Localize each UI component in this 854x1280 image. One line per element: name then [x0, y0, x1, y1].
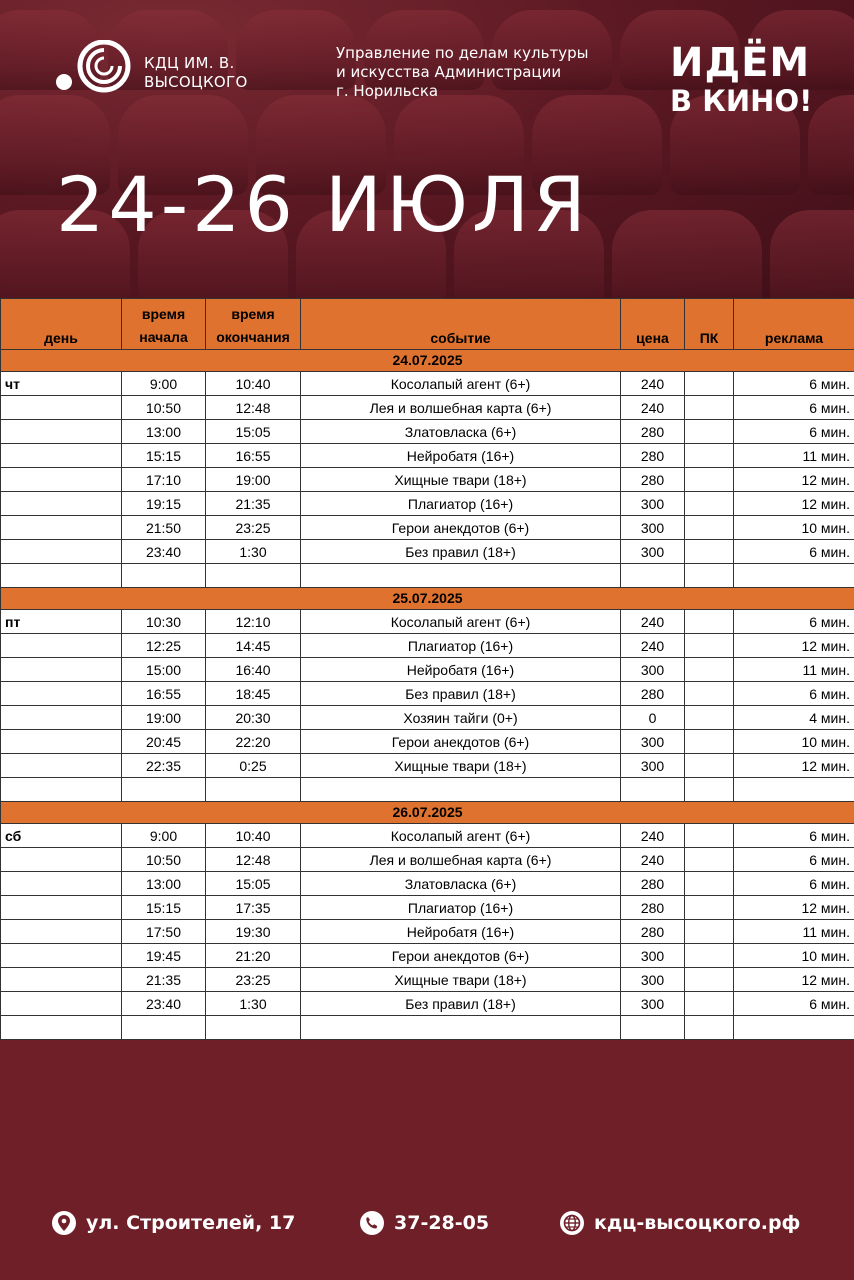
org-line1: Управление по делам культуры — [336, 44, 589, 62]
cell-end-time: 21:35 — [206, 492, 301, 516]
cell-end-time: 15:05 — [206, 872, 301, 896]
empty-cell — [301, 564, 621, 588]
cell-start-time: 19:00 — [122, 706, 206, 730]
cell-end-time: 10:40 — [206, 824, 301, 848]
table-row — [1, 920, 854, 944]
table-row — [1, 944, 854, 968]
cell-pk — [685, 396, 734, 420]
cell-pk — [685, 516, 734, 540]
cell-event: Хозяин тайги (0+) — [301, 706, 621, 730]
cell-event: Плагиатор (16+) — [301, 492, 621, 516]
phone-icon — [360, 1211, 384, 1235]
table-row — [1, 730, 854, 754]
cell-event: Плагиатор (16+) — [301, 896, 621, 920]
cell-pk — [685, 634, 734, 658]
cell-end-time: 18:45 — [206, 682, 301, 706]
empty-cell — [301, 778, 621, 802]
empty-cell — [122, 778, 206, 802]
cell-event: Нейробатя (16+) — [301, 658, 621, 682]
cell-price: 280 — [621, 920, 685, 944]
header-start — [122, 299, 206, 350]
cell-event: Герои анекдотов (6+) — [301, 944, 621, 968]
empty-cell — [734, 778, 854, 802]
cell-start-time: 22:35 — [122, 754, 206, 778]
cell-weekday: чт — [1, 372, 122, 396]
cell-end-time: 16:40 — [206, 658, 301, 682]
empty-cell — [734, 564, 854, 588]
schedule-table — [0, 298, 854, 1040]
cell-start-time: 15:00 — [122, 658, 206, 682]
cell-weekday — [1, 658, 122, 682]
cell-ads: 6 мин. — [734, 992, 854, 1016]
vysotsky-logo-icon — [54, 40, 134, 96]
cell-start-time: 17:10 — [122, 468, 206, 492]
table-row — [1, 968, 854, 992]
cell-event: Герои анекдотов (6+) — [301, 730, 621, 754]
cell-pk — [685, 824, 734, 848]
table-row — [1, 992, 854, 1016]
header-start-line2: начала — [139, 329, 188, 345]
cell-ads: 12 мин. — [734, 968, 854, 992]
slogan-line1: ИДЁМ — [670, 40, 811, 86]
org-line3: г. Норильска — [336, 82, 439, 100]
cell-ads: 6 мин. — [734, 610, 854, 634]
cell-ads: 6 мин. — [734, 540, 854, 564]
cell-end-time: 12:48 — [206, 848, 301, 872]
table-row — [1, 706, 854, 730]
cell-event: Златовласка (6+) — [301, 872, 621, 896]
cell-weekday — [1, 468, 122, 492]
cell-pk — [685, 896, 734, 920]
header-end-line2: окончания — [216, 329, 290, 345]
cell-price: 300 — [621, 516, 685, 540]
cell-ads: 10 мин. — [734, 730, 854, 754]
cell-weekday — [1, 516, 122, 540]
cell-ads: 10 мин. — [734, 944, 854, 968]
cell-ads: 6 мин. — [734, 682, 854, 706]
table-row — [1, 896, 854, 920]
cell-ads: 11 мин. — [734, 658, 854, 682]
date-row — [1, 588, 854, 610]
cell-ads: 11 мин. — [734, 444, 854, 468]
cell-pk — [685, 658, 734, 682]
cell-ads: 12 мин. — [734, 634, 854, 658]
empty-cell — [122, 564, 206, 588]
slogan-line2: В КИНО! — [670, 84, 813, 118]
empty-cell — [206, 1016, 301, 1040]
footer-address — [52, 1200, 295, 1246]
empty-cell — [734, 1016, 854, 1040]
cell-start-time: 15:15 — [122, 444, 206, 468]
table-row — [1, 516, 854, 540]
cell-weekday — [1, 754, 122, 778]
empty-cell — [685, 1016, 734, 1040]
cell-pk — [685, 730, 734, 754]
cell-end-time: 22:20 — [206, 730, 301, 754]
cell-end-time: 23:25 — [206, 968, 301, 992]
cell-end-time: 1:30 — [206, 992, 301, 1016]
cell-start-time: 10:30 — [122, 610, 206, 634]
cell-weekday — [1, 872, 122, 896]
table-row — [1, 610, 854, 634]
cell-event: Косолапый агент (6+) — [301, 372, 621, 396]
cell-event: Без правил (18+) — [301, 682, 621, 706]
cell-event: Герои анекдотов (6+) — [301, 516, 621, 540]
cell-pk — [685, 468, 734, 492]
org-line2: и искусства Администрации — [336, 63, 562, 81]
header-end — [206, 299, 301, 350]
cell-pk — [685, 992, 734, 1016]
cell-end-time: 19:30 — [206, 920, 301, 944]
table-header-row — [1, 299, 854, 350]
cell-weekday — [1, 396, 122, 420]
cell-weekday — [1, 540, 122, 564]
footer-website[interactable] — [560, 1200, 800, 1246]
cell-weekday — [1, 420, 122, 444]
table-row — [1, 492, 854, 516]
cell-event: Лея и волшебная карта (6+) — [301, 396, 621, 420]
cell-weekday — [1, 492, 122, 516]
cell-pk — [685, 968, 734, 992]
cell-weekday — [1, 896, 122, 920]
organization-name — [336, 44, 588, 101]
cell-pk — [685, 944, 734, 968]
cell-ads: 6 мин. — [734, 824, 854, 848]
cell-ads: 10 мин. — [734, 516, 854, 540]
cell-ads: 12 мин. — [734, 896, 854, 920]
cell-end-time: 19:00 — [206, 468, 301, 492]
empty-row — [1, 778, 854, 802]
cell-pk — [685, 492, 734, 516]
cell-price: 240 — [621, 372, 685, 396]
empty-cell — [206, 778, 301, 802]
empty-cell — [1, 778, 122, 802]
cell-pk — [685, 848, 734, 872]
empty-cell — [301, 1016, 621, 1040]
cell-start-time: 23:40 — [122, 540, 206, 564]
table-row — [1, 372, 854, 396]
cell-pk — [685, 372, 734, 396]
cell-event: Косолапый агент (6+) — [301, 610, 621, 634]
table-row — [1, 682, 854, 706]
table-row — [1, 420, 854, 444]
cell-price: 280 — [621, 872, 685, 896]
cell-end-time: 0:25 — [206, 754, 301, 778]
cell-end-time: 23:25 — [206, 516, 301, 540]
cell-weekday — [1, 634, 122, 658]
empty-cell — [621, 778, 685, 802]
cell-price: 300 — [621, 754, 685, 778]
table-row — [1, 824, 854, 848]
cell-start-time: 13:00 — [122, 420, 206, 444]
cell-start-time: 15:15 — [122, 896, 206, 920]
cell-ads: 4 мин. — [734, 706, 854, 730]
cell-price: 300 — [621, 658, 685, 682]
cell-start-time: 9:00 — [122, 372, 206, 396]
cell-weekday — [1, 944, 122, 968]
cell-end-time: 21:20 — [206, 944, 301, 968]
cell-pk — [685, 682, 734, 706]
website-link: кдц-высоцкого.рф — [594, 1212, 801, 1234]
phone-text: 37-28-05 — [394, 1212, 490, 1234]
empty-cell — [122, 1016, 206, 1040]
cell-price: 240 — [621, 610, 685, 634]
cell-start-time: 10:50 — [122, 848, 206, 872]
header-day: день — [1, 299, 122, 350]
slogan — [670, 42, 812, 118]
cell-end-time: 1:30 — [206, 540, 301, 564]
header-end-line1: время — [231, 306, 275, 322]
footer-contacts — [0, 1200, 854, 1250]
cell-ads: 12 мин. — [734, 754, 854, 778]
header-start-line1: время — [141, 306, 186, 322]
logo-line1: КДЦ ИМ. В. — [144, 54, 235, 72]
cell-ads: 11 мин. — [734, 920, 854, 944]
cell-pk — [685, 754, 734, 778]
cell-event: Косолапый агент (6+) — [301, 824, 621, 848]
cell-weekday — [1, 682, 122, 706]
cell-pk — [685, 872, 734, 896]
empty-cell — [206, 564, 301, 588]
cell-event: Златовласка (6+) — [301, 420, 621, 444]
cell-event: Хищные твари (18+) — [301, 968, 621, 992]
cell-event: Нейробатя (16+) — [301, 920, 621, 944]
cell-ads: 6 мин. — [734, 396, 854, 420]
cell-start-time: 23:40 — [122, 992, 206, 1016]
cell-price: 240 — [621, 848, 685, 872]
cell-end-time: 12:10 — [206, 610, 301, 634]
cell-pk — [685, 444, 734, 468]
cell-event: Лея и волшебная карта (6+) — [301, 848, 621, 872]
cell-weekday — [1, 444, 122, 468]
cell-start-time: 9:00 — [122, 824, 206, 848]
cell-price: 300 — [621, 992, 685, 1016]
cell-ads: 6 мин. — [734, 372, 854, 396]
cell-end-time: 12:48 — [206, 396, 301, 420]
logo-line2: ВЫСОЦКОГО — [144, 73, 248, 91]
cell-start-time: 19:15 — [122, 492, 206, 516]
cell-ads: 12 мин. — [734, 468, 854, 492]
table-row — [1, 872, 854, 896]
cell-event: Без правил (18+) — [301, 540, 621, 564]
table-row — [1, 396, 854, 420]
table-row — [1, 540, 854, 564]
cell-end-time: 14:45 — [206, 634, 301, 658]
empty-cell — [621, 564, 685, 588]
cell-weekday — [1, 730, 122, 754]
cell-price: 300 — [621, 730, 685, 754]
cell-start-time: 12:25 — [122, 634, 206, 658]
cell-event: Плагиатор (16+) — [301, 634, 621, 658]
cell-weekday — [1, 920, 122, 944]
cell-weekday — [1, 848, 122, 872]
empty-cell — [1, 564, 122, 588]
cell-start-time: 17:50 — [122, 920, 206, 944]
cell-weekday: пт — [1, 610, 122, 634]
empty-row — [1, 1016, 854, 1040]
cell-start-time: 21:50 — [122, 516, 206, 540]
header-pk: ПК — [685, 299, 734, 350]
date-row — [1, 350, 854, 372]
map-pin-icon — [52, 1211, 76, 1235]
cell-price: 300 — [621, 944, 685, 968]
cell-price: 280 — [621, 682, 685, 706]
cell-event: Нейробатя (16+) — [301, 444, 621, 468]
cell-price: 280 — [621, 896, 685, 920]
cell-price: 300 — [621, 540, 685, 564]
header-ads: реклама — [734, 299, 854, 350]
header-event: событие — [301, 299, 621, 350]
cell-price: 240 — [621, 396, 685, 420]
address-text: ул. Строителей, 17 — [86, 1212, 296, 1234]
cell-price: 0 — [621, 706, 685, 730]
empty-cell — [621, 1016, 685, 1040]
cell-event: Хищные твари (18+) — [301, 754, 621, 778]
cell-weekday: сб — [1, 824, 122, 848]
table-row — [1, 444, 854, 468]
cell-price: 240 — [621, 824, 685, 848]
cell-start-time: 10:50 — [122, 396, 206, 420]
cell-start-time: 13:00 — [122, 872, 206, 896]
cell-pk — [685, 540, 734, 564]
cell-end-time: 17:35 — [206, 896, 301, 920]
table-row — [1, 848, 854, 872]
cell-pk — [685, 706, 734, 730]
cell-ads: 6 мин. — [734, 848, 854, 872]
table-row — [1, 658, 854, 682]
date-label: 25.07.2025 — [1, 588, 854, 610]
cell-event: Хищные твари (18+) — [301, 468, 621, 492]
cell-ads: 12 мин. — [734, 492, 854, 516]
empty-cell — [685, 778, 734, 802]
cell-price: 240 — [621, 634, 685, 658]
cell-weekday — [1, 992, 122, 1016]
table-row — [1, 634, 854, 658]
table-row — [1, 468, 854, 492]
date-label: 24.07.2025 — [1, 350, 854, 372]
cell-end-time: 20:30 — [206, 706, 301, 730]
cell-price: 280 — [621, 444, 685, 468]
empty-cell — [685, 564, 734, 588]
cell-ads: 6 мин. — [734, 872, 854, 896]
cell-start-time: 21:35 — [122, 968, 206, 992]
cell-price: 280 — [621, 468, 685, 492]
cell-event: Без правил (18+) — [301, 992, 621, 1016]
cell-weekday — [1, 706, 122, 730]
cell-price: 300 — [621, 968, 685, 992]
empty-cell — [1, 1016, 122, 1040]
globe-icon — [560, 1211, 584, 1235]
cell-pk — [685, 420, 734, 444]
cell-end-time: 15:05 — [206, 420, 301, 444]
cell-end-time: 16:55 — [206, 444, 301, 468]
cell-price: 300 — [621, 492, 685, 516]
cell-pk — [685, 920, 734, 944]
logo-text — [144, 54, 248, 92]
page-title-dates: 24-26 ИЮЛЯ — [56, 160, 590, 249]
cell-pk — [685, 610, 734, 634]
header-price: цена — [621, 299, 685, 350]
cell-weekday — [1, 968, 122, 992]
empty-row — [1, 564, 854, 588]
cell-end-time: 10:40 — [206, 372, 301, 396]
cell-price: 280 — [621, 420, 685, 444]
footer-phone[interactable] — [360, 1200, 489, 1246]
cell-ads: 6 мин. — [734, 420, 854, 444]
cell-start-time: 20:45 — [122, 730, 206, 754]
date-row — [1, 802, 854, 824]
table-row — [1, 754, 854, 778]
date-label: 26.07.2025 — [1, 802, 854, 824]
hero-banner — [0, 0, 854, 298]
cell-start-time: 16:55 — [122, 682, 206, 706]
cell-start-time: 19:45 — [122, 944, 206, 968]
